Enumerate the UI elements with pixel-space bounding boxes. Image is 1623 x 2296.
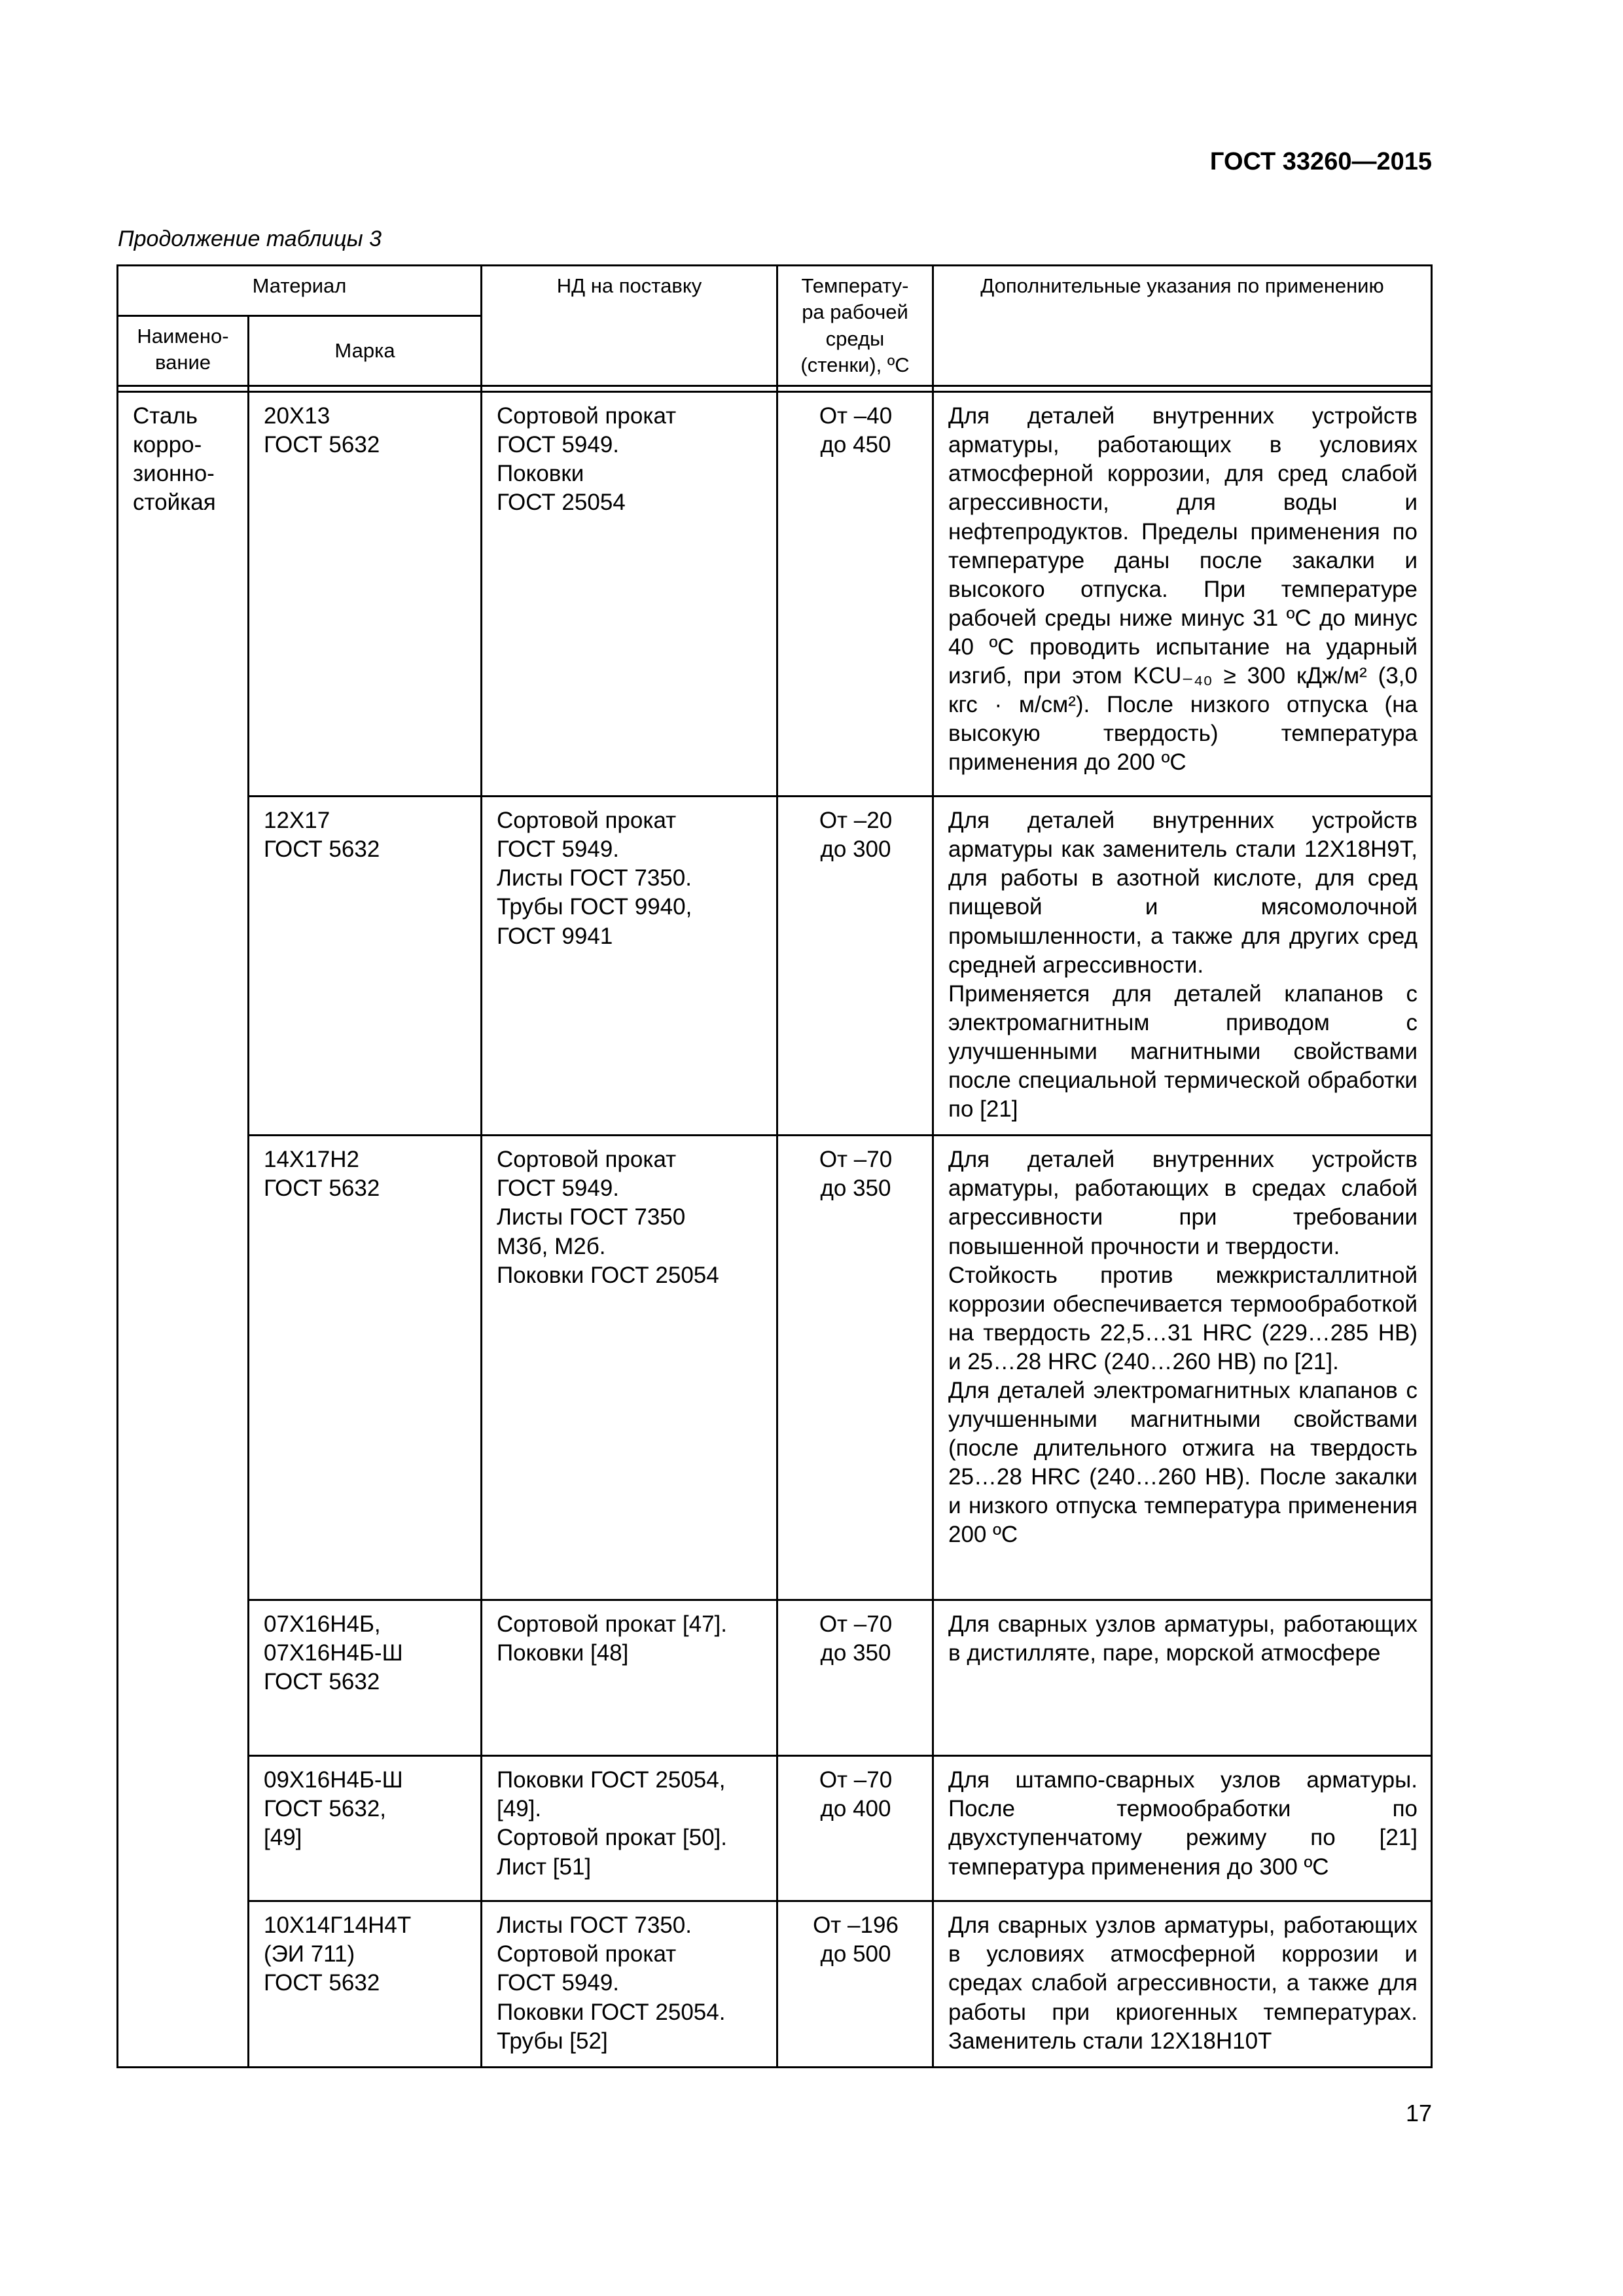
materials-table [116, 264, 1433, 2068]
header-nd: НД на поставку [482, 266, 777, 386]
temperature-cell: От –196 до 500 [777, 1901, 933, 2068]
grade-cell: 09Х16Н4Б-Ш ГОСТ 5632, [49] [249, 1756, 482, 1901]
table-row [118, 797, 1432, 1136]
temperature-cell: От –70 до 350 [777, 1600, 933, 1756]
notes-cell: Для штампо-сварных узлов арматуры. После термообработки по двухступенчатому режиму по [21] температура применения до 300 ºС [933, 1756, 1432, 1901]
notes-cell: Для деталей внутренних устройств арматуры, работающих в условиях атмосферной коррозии, для сред слабой агрессивности, для воды и нефтепродуктов. Пределы применения по температуре даны после закалки и высокого отпуска. При температуре рабочей среды ниже минус 31 ºС до минус 40 ºС проводить испытание на ударный изгиб, при этом KCU₋₄₀ ≥ 300 кДж/м² (3,0 кгс · м/см²). После низкого отпуска (на высокую твердость) температура применения до 200 ºС [933, 392, 1432, 797]
temperature-cell: От –70 до 350 [777, 1136, 933, 1600]
nd-cell: Сортовой прокат [47]. Поковки [48] [482, 1600, 777, 1756]
table-row [118, 1756, 1432, 1901]
notes-cell: Для деталей внутренних устройств арматуры, работающих в средах слабой агрессивности при требовании повышенной прочности и твердости. Стойкость против межкристаллитной коррозии обеспечивается термообработкой на твердость 22,5…31 HRC (229…285 НВ) и 25…28 HRC (240…260 НВ) по [21]. Для деталей электромагнитных клапанов с улучшенными магнитными свойствами (после длительного отжига на твердость 25…28 HRC (240…260 НВ). После закалки и низкого отпуска температура применения 200 ºС [933, 1136, 1432, 1600]
nd-cell: Сортовой прокат ГОСТ 5949. Поковки ГОСТ 25054 [482, 392, 777, 797]
table-row [118, 1901, 1432, 2068]
header-material: Материал [118, 266, 482, 316]
table-row [118, 1600, 1432, 1756]
temperature-cell: От –20 до 300 [777, 797, 933, 1136]
grade-cell: 07Х16Н4Б, 07Х16Н4Б-Ш ГОСТ 5632 [249, 1600, 482, 1756]
nd-cell: Сортовой прокат ГОСТ 5949. Листы ГОСТ 7350 М3б, М2б. Поковки ГОСТ 25054 [482, 1136, 777, 1600]
material-name: Сталь корро- зионно- стойкая [118, 392, 249, 2068]
grade-cell: 12Х17 ГОСТ 5632 [249, 797, 482, 1136]
table-row [118, 1136, 1432, 1600]
temperature-cell: От –40 до 450 [777, 392, 933, 797]
grade-cell: 10Х14Г14Н4Т (ЭИ 711) ГОСТ 5632 [249, 1901, 482, 2068]
table-row [118, 392, 1432, 797]
standard-designation: ГОСТ 33260—2015 [1209, 148, 1432, 175]
page-number: 17 [1405, 2100, 1432, 2126]
header-grade: Марка [249, 316, 482, 386]
notes-cell: Для сварных узлов арматуры, работающих в условиях атмосферной коррозии и средах слабой агрессивности, а также для работы при криогенных температурах. Заменитель стали 12Х18Н10Т [933, 1901, 1432, 2068]
grade-cell: 14Х17Н2 ГОСТ 5632 [249, 1136, 482, 1600]
header-temperature: Температу- ра рабочей среды (стенки), ºС [777, 266, 933, 386]
grade-cell: 20Х13 ГОСТ 5632 [249, 392, 482, 797]
nd-cell: Сортовой прокат ГОСТ 5949. Листы ГОСТ 7350. Трубы ГОСТ 9940, ГОСТ 9941 [482, 797, 777, 1136]
notes-cell: Для деталей внутренних устройств арматуры как заменитель стали 12Х18Н9Т, для работы в азотной кислоте, для сред пищевой и мясомолочной промышленности, а также для других сред средней агрессивности. Применяется для деталей клапанов с электромагнитным приводом с улучшенными магнитными свойствами после специальной термической обработки по [21] [933, 797, 1432, 1136]
nd-cell: Поковки ГОСТ 25054, [49]. Сортовой прокат [50]. Лист [51] [482, 1756, 777, 1901]
temperature-cell: От –70 до 400 [777, 1756, 933, 1901]
header-notes: Дополнительные указания по применению [933, 266, 1432, 386]
header-gap [118, 386, 249, 392]
header-name: Наимено- вание [118, 316, 249, 386]
nd-cell: Листы ГОСТ 7350. Сортовой прокат ГОСТ 5949. Поковки ГОСТ 25054. Трубы [52] [482, 1901, 777, 2068]
notes-cell: Для сварных узлов арматуры, работающих в дистилляте, паре, морской атмосфере [933, 1600, 1432, 1756]
table-continuation-caption: Продолжение таблицы 3 [118, 226, 382, 251]
